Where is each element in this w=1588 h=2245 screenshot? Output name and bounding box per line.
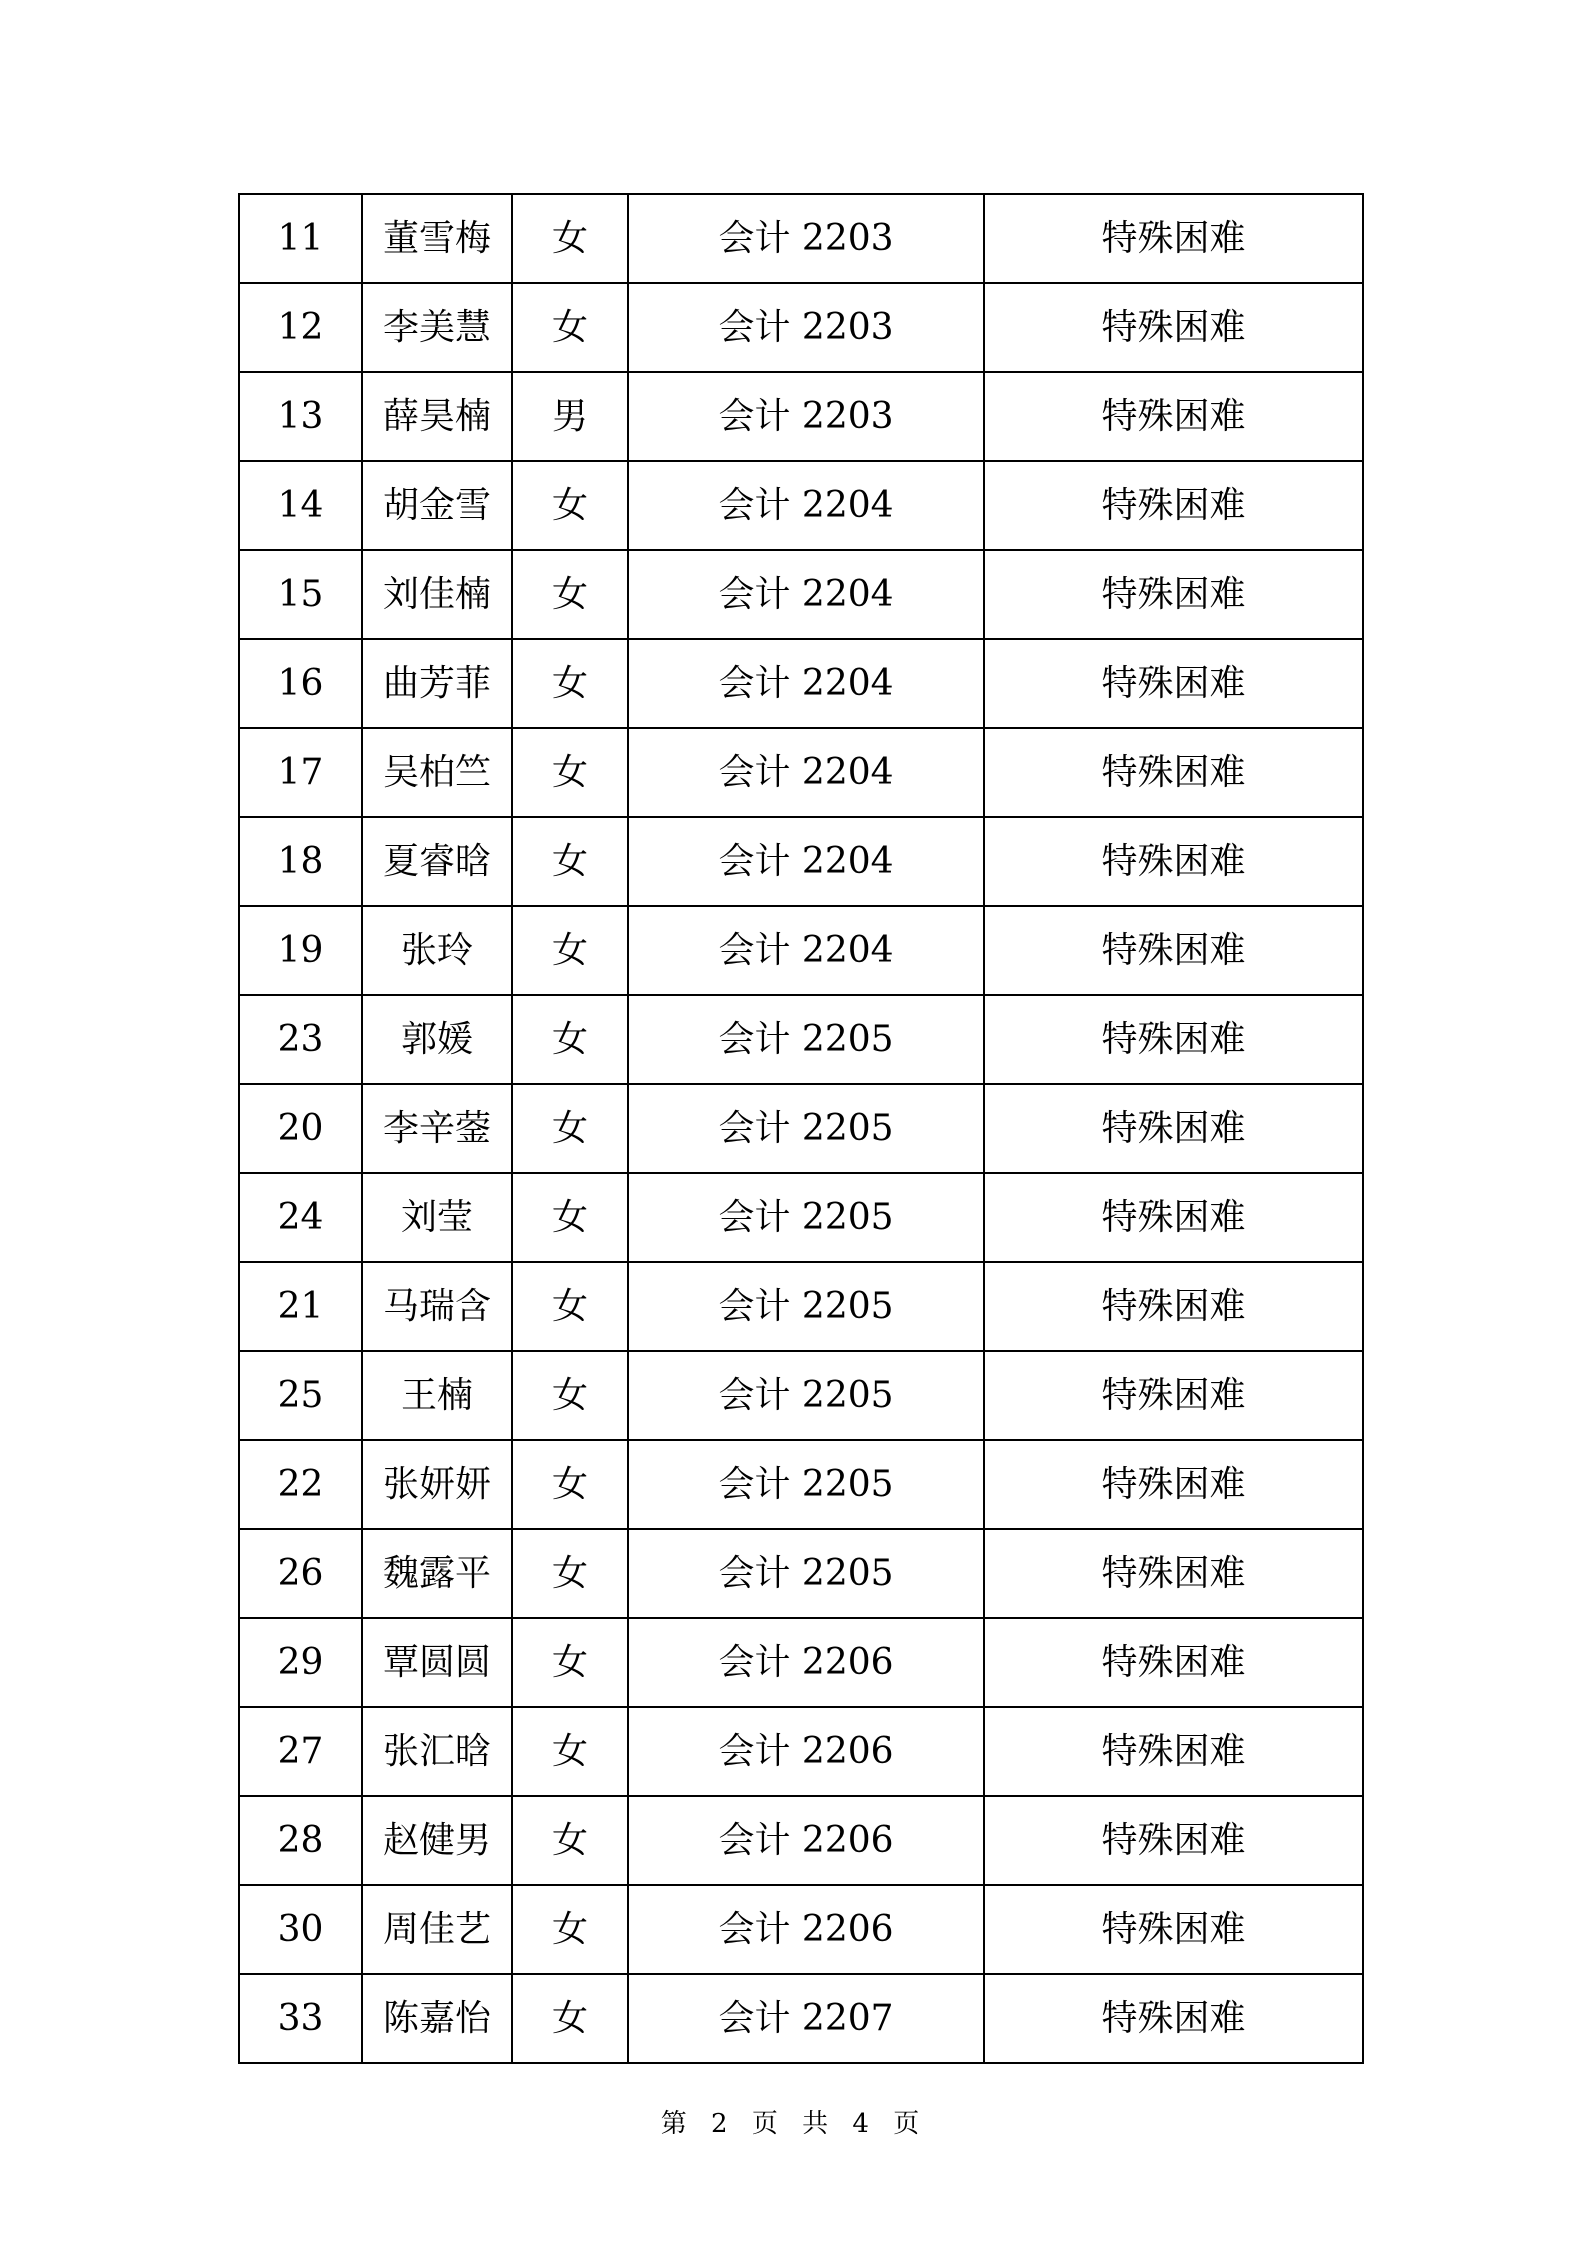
aid-category: 特殊困难 (984, 728, 1363, 817)
student-name: 薛昊楠 (362, 372, 512, 461)
aid-category: 特殊困难 (984, 283, 1363, 372)
student-class: 会计 2204 (628, 728, 984, 817)
aid-category: 特殊困难 (984, 995, 1363, 1084)
row-number: 21 (239, 1262, 362, 1351)
student-gender: 女 (512, 1707, 628, 1796)
row-number: 26 (239, 1529, 362, 1618)
row-number: 29 (239, 1618, 362, 1707)
student-gender: 女 (512, 1885, 628, 1974)
table-row (239, 906, 1363, 995)
student-gender: 女 (512, 1529, 628, 1618)
aid-category: 特殊困难 (984, 817, 1363, 906)
student-name: 刘佳楠 (362, 550, 512, 639)
student-gender: 女 (512, 283, 628, 372)
student-name: 曲芳菲 (362, 639, 512, 728)
aid-category: 特殊困难 (984, 1885, 1363, 1974)
aid-category: 特殊困难 (984, 639, 1363, 728)
student-name: 董雪梅 (362, 194, 512, 283)
table-row (239, 1796, 1363, 1885)
row-number: 15 (239, 550, 362, 639)
student-name: 陈嘉怡 (362, 1974, 512, 2063)
row-number: 22 (239, 1440, 362, 1529)
row-number: 18 (239, 817, 362, 906)
student-gender: 女 (512, 194, 628, 283)
student-class: 会计 2204 (628, 906, 984, 995)
table-row (239, 639, 1363, 728)
table-row (239, 194, 1363, 283)
student-gender: 女 (512, 1440, 628, 1529)
student-class: 会计 2207 (628, 1974, 984, 2063)
row-number: 12 (239, 283, 362, 372)
row-number: 30 (239, 1885, 362, 1974)
student-name: 吴柏竺 (362, 728, 512, 817)
student-gender: 女 (512, 1084, 628, 1173)
student-gender: 女 (512, 906, 628, 995)
row-number: 19 (239, 906, 362, 995)
aid-category: 特殊困难 (984, 194, 1363, 283)
aid-category: 特殊困难 (984, 461, 1363, 550)
aid-category: 特殊困难 (984, 1440, 1363, 1529)
row-number: 27 (239, 1707, 362, 1796)
student-class: 会计 2204 (628, 461, 984, 550)
aid-category: 特殊困难 (984, 1529, 1363, 1618)
student-name: 李辛蓥 (362, 1084, 512, 1173)
aid-category: 特殊困难 (984, 1796, 1363, 1885)
student-name: 夏睿晗 (362, 817, 512, 906)
table-row (239, 1618, 1363, 1707)
aid-category: 特殊困难 (984, 1618, 1363, 1707)
table-row (239, 372, 1363, 461)
student-class: 会计 2203 (628, 194, 984, 283)
aid-category: 特殊困难 (984, 1974, 1363, 2063)
aid-category: 特殊困难 (984, 1707, 1363, 1796)
table-row (239, 1173, 1363, 1262)
row-number: 20 (239, 1084, 362, 1173)
row-number: 14 (239, 461, 362, 550)
student-name: 赵健男 (362, 1796, 512, 1885)
row-number: 13 (239, 372, 362, 461)
table-row (239, 1974, 1363, 2063)
student-gender: 女 (512, 1262, 628, 1351)
student-class: 会计 2205 (628, 1529, 984, 1618)
student-gender: 女 (512, 639, 628, 728)
table-row (239, 1885, 1363, 1974)
page-footer: 第 2 页 共 4 页 (660, 2109, 928, 2139)
student-class: 会计 2205 (628, 1351, 984, 1440)
student-class: 会计 2205 (628, 1173, 984, 1262)
student-gender: 女 (512, 1173, 628, 1262)
student-roster-table (238, 193, 1364, 2064)
aid-category: 特殊困难 (984, 1351, 1363, 1440)
student-name: 张玲 (362, 906, 512, 995)
student-gender: 女 (512, 728, 628, 817)
student-gender: 女 (512, 550, 628, 639)
student-gender: 女 (512, 1351, 628, 1440)
student-name: 胡金雪 (362, 461, 512, 550)
aid-category: 特殊困难 (984, 1084, 1363, 1173)
student-gender: 女 (512, 461, 628, 550)
table-row (239, 1262, 1363, 1351)
table-row (239, 461, 1363, 550)
student-gender: 女 (512, 817, 628, 906)
student-class: 会计 2206 (628, 1707, 984, 1796)
table-row (239, 1707, 1363, 1796)
table-row (239, 1440, 1363, 1529)
row-number: 33 (239, 1974, 362, 2063)
student-class: 会计 2205 (628, 1084, 984, 1173)
row-number: 25 (239, 1351, 362, 1440)
aid-category: 特殊困难 (984, 1173, 1363, 1262)
student-name: 郭媛 (362, 995, 512, 1084)
aid-category: 特殊困难 (984, 1262, 1363, 1351)
student-name: 马瑞含 (362, 1262, 512, 1351)
table-row (239, 728, 1363, 817)
aid-category: 特殊困难 (984, 372, 1363, 461)
student-class: 会计 2205 (628, 995, 984, 1084)
student-name: 周佳艺 (362, 1885, 512, 1974)
student-class: 会计 2206 (628, 1618, 984, 1707)
roster-body (239, 194, 1363, 2063)
table-row (239, 1084, 1363, 1173)
table-row (239, 1529, 1363, 1618)
student-gender: 女 (512, 995, 628, 1084)
student-class: 会计 2206 (628, 1885, 984, 1974)
student-class: 会计 2206 (628, 1796, 984, 1885)
table-row (239, 1351, 1363, 1440)
row-number: 17 (239, 728, 362, 817)
student-name: 张妍妍 (362, 1440, 512, 1529)
student-gender: 女 (512, 1796, 628, 1885)
student-class: 会计 2205 (628, 1262, 984, 1351)
student-name: 魏露平 (362, 1529, 512, 1618)
row-number: 11 (239, 194, 362, 283)
row-number: 16 (239, 639, 362, 728)
student-gender: 女 (512, 1618, 628, 1707)
table-row (239, 817, 1363, 906)
student-name: 王楠 (362, 1351, 512, 1440)
student-class: 会计 2204 (628, 550, 984, 639)
row-number: 24 (239, 1173, 362, 1262)
student-name: 覃圆圆 (362, 1618, 512, 1707)
table-row (239, 995, 1363, 1084)
aid-category: 特殊困难 (984, 906, 1363, 995)
student-name: 李美慧 (362, 283, 512, 372)
row-number: 28 (239, 1796, 362, 1885)
student-gender: 男 (512, 372, 628, 461)
aid-category: 特殊困难 (984, 550, 1363, 639)
student-class: 会计 2203 (628, 283, 984, 372)
student-name: 张汇晗 (362, 1707, 512, 1796)
table-row (239, 550, 1363, 639)
student-name: 刘莹 (362, 1173, 512, 1262)
student-class: 会计 2204 (628, 817, 984, 906)
student-class: 会计 2204 (628, 639, 984, 728)
student-gender: 女 (512, 1974, 628, 2063)
table-row (239, 283, 1363, 372)
row-number: 23 (239, 995, 362, 1084)
student-class: 会计 2205 (628, 1440, 984, 1529)
student-class: 会计 2203 (628, 372, 984, 461)
